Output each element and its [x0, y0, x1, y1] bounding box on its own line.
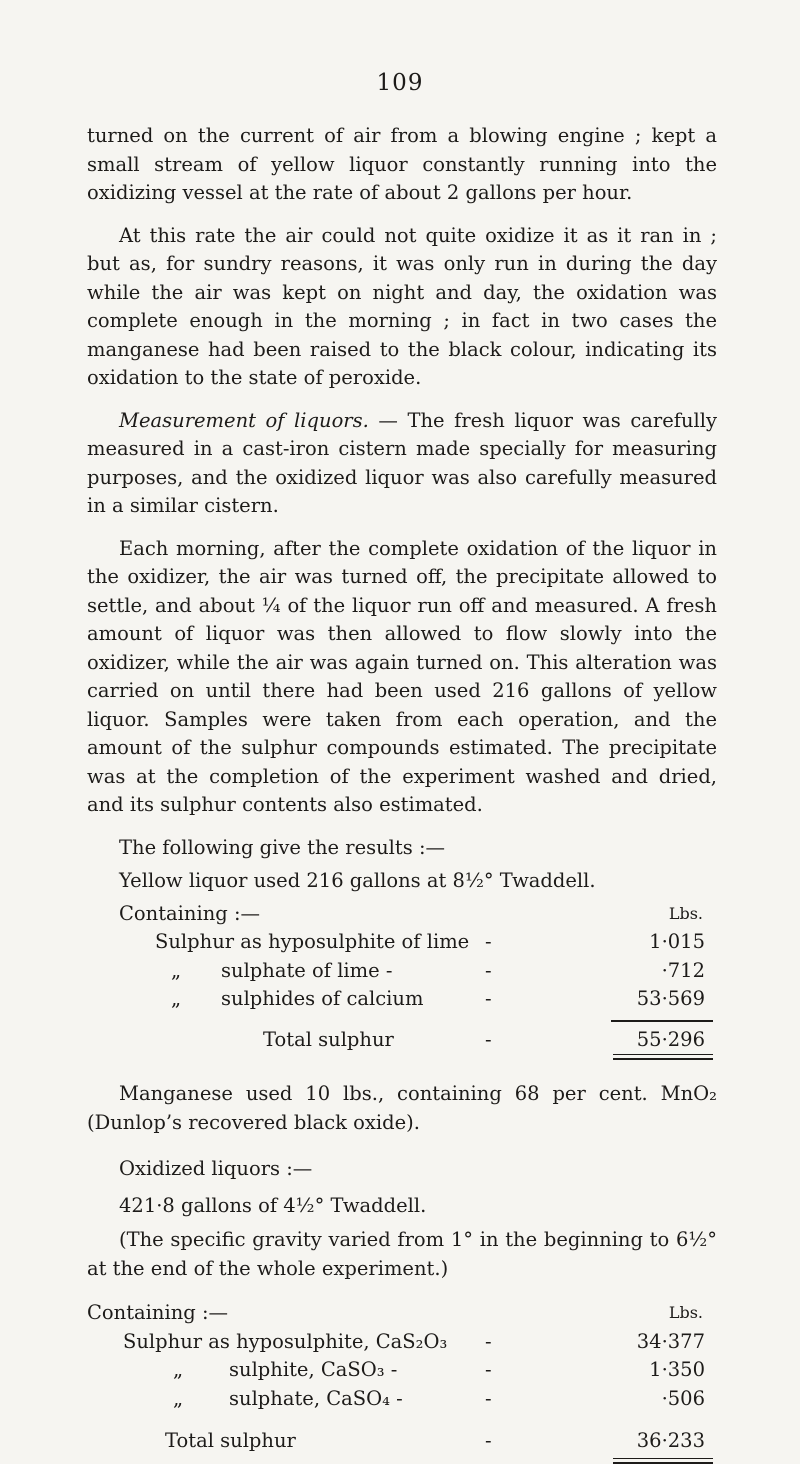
total-value: 36·233: [636, 1429, 705, 1452]
total-dash: -: [485, 1429, 492, 1452]
total-row: [87, 1427, 717, 1456]
ditto-mark: „: [171, 987, 182, 1010]
row-dash: -: [485, 930, 492, 953]
manganese-paragraph: Manganese used 10 lbs., containing 68 per cent. MnO₂ (Dunlop’s recovered black oxide).: [87, 1082, 717, 1134]
row-value: 34·377: [636, 1329, 705, 1353]
table-row: [87, 1385, 717, 1414]
double-rule-line: [613, 1054, 713, 1060]
row-value: 1·350: [649, 1358, 705, 1381]
total-label: Total sulphur: [165, 1429, 296, 1452]
table-header-row: [87, 900, 717, 929]
table-row: [87, 985, 717, 1014]
total-value: 55·296: [636, 1027, 705, 1051]
table-row: [87, 1328, 717, 1357]
table-row: [87, 1356, 717, 1385]
row-dash: -: [485, 1358, 492, 1381]
row-dash: -: [485, 1329, 492, 1353]
ditto-mark: „: [171, 958, 182, 982]
row-label: sulphate of lime -: [221, 958, 393, 982]
row-value: 53·569: [636, 987, 705, 1010]
paragraph-measurement: [87, 407, 717, 521]
specific-gravity-note: (The specific gravity varied from 1° in the beginning to 6½° at the end of the whole experiment.): [87, 1228, 717, 1280]
page-body: [87, 122, 717, 1464]
row-label: sulphite, CaSO₃ -: [229, 1358, 398, 1381]
table-header-row: [87, 1299, 717, 1328]
row-dash: -: [485, 958, 492, 982]
sum-rule: [87, 1014, 717, 1026]
table-row: [87, 957, 717, 986]
ditto-mark: „: [173, 1386, 184, 1410]
paragraph-each-morning: Each morning, after the complete oxidation of the liquor in the oxidizer, the air was turned off, the precipitate allowed to settle, and about ¼ of the liquor run off and measured. A fresh amount of liquor was then allowed to flow slowly into the oxidizer, while the air was again turned on. This alteration was carried on until there had been used 216 gallons of yellow liquor. Samples were taken from each operation, and the amount of the sulphur compounds estimated. The precipitate was at the completion of the experiment washed and dried, and its sulphur contents also estimated.: [87, 536, 717, 816]
total-dash: -: [485, 1027, 492, 1051]
oxidized-heading: Oxidized liquors :—: [119, 1157, 313, 1180]
paragraph-continuation: turned on the current of air from a blowing engine ; kept a small stream of yellow liquor constantly running into the oxidizing vessel at the rate of about 2 gallons per hour.: [87, 124, 717, 204]
containing-label: Containing :—: [119, 901, 261, 925]
measurement-heading: Measurement of liquors.: [119, 408, 369, 432]
containing-label: Containing :—: [87, 1301, 229, 1324]
total-label: Total sulphur: [263, 1027, 394, 1051]
page-number: 109: [376, 70, 424, 96]
yellow-liquor-line: Yellow liquor used 216 gallons at 8½° Twaddell.: [119, 869, 596, 892]
oxidized-line: 421·8 gallons of 4½° Twaddell.: [119, 1193, 427, 1217]
row-label: sulphides of calcium: [221, 987, 424, 1010]
row-label: Sulphur as hyposulphite of lime: [155, 930, 470, 953]
row-dash: -: [485, 987, 492, 1010]
row-value: ·506: [661, 1386, 705, 1410]
row-value: ·712: [661, 958, 705, 982]
unit-label: Lbs.: [668, 1303, 703, 1322]
yellow-liquor-table: [87, 900, 717, 1063]
ditto-mark: „: [173, 1358, 184, 1381]
measurement-text: — The fresh liquor was carefully measured in a cast-iron cistern made specially for measuring purposes, and the oxidized liquor was also carefully measured in a similar cistern.: [87, 408, 718, 517]
results-intro: The following give the results :—: [119, 835, 446, 859]
oxidized-table: [87, 1299, 717, 1464]
row-label: sulphate, CaSO₄ -: [229, 1386, 403, 1410]
row-value: 1·015: [649, 930, 705, 953]
paragraph-oxidation: At this rate the air could not quite oxidize it as it ran in ; but as, for sundry reasons, it was only run in during the day while the air was kept on night and day, the oxidation was complete enough in the morning ; in fact in two cases the manganese had been raised to the black colour, indicating its oxidation to the state of peroxide.: [87, 223, 717, 389]
total-row: [87, 1026, 717, 1055]
total-double-rule: [87, 1456, 717, 1464]
row-label: Sulphur as hyposulphite, CaS₂O₃: [123, 1329, 448, 1353]
total-double-rule: [87, 1054, 717, 1062]
sum-rule-line: [611, 1020, 713, 1025]
row-dash: -: [485, 1386, 492, 1410]
double-rule-line: [613, 1458, 713, 1464]
table-row: [87, 928, 717, 957]
unit-label: Lbs.: [668, 903, 703, 923]
